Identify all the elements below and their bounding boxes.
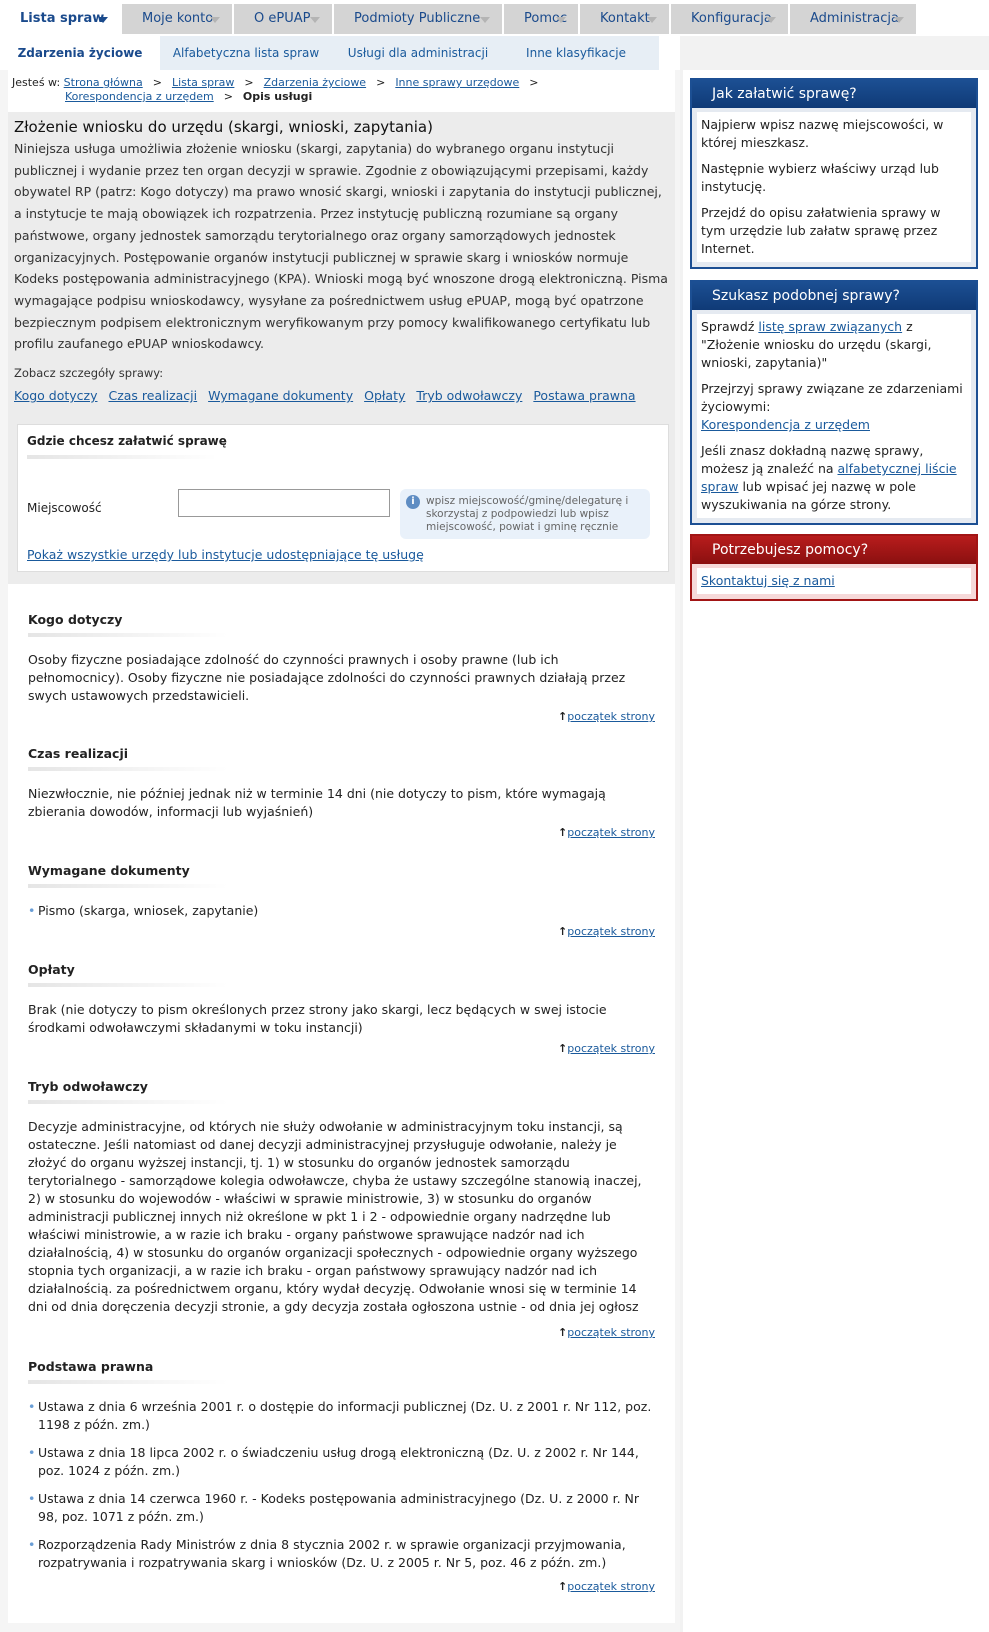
box-text: Przejdź do opisu załatwienia sprawy w tym urzędzie lub załatw sprawę przez Internet. <box>701 205 941 256</box>
title-underline <box>28 633 228 637</box>
legal-basis-list <box>28 1398 656 1572</box>
link-kogo-dotyczy[interactable]: Kogo dotyczy <box>14 388 98 403</box>
nav-tab-lista-spraw[interactable]: Lista spraw <box>0 4 122 34</box>
title-underline <box>28 884 228 888</box>
breadcrumb-separator: > <box>376 76 386 89</box>
list-item: • Ustawa z dnia 14 czerwca 1960 r. - Kodeks postępowania administracyjnego (Dz. U. z 2000 r. Nr 98, poz. 1071 z późn. zm.) <box>28 1491 640 1524</box>
breadcrumb-prefix: Jesteś w: <box>12 76 61 89</box>
nav-tab-podmioty-publiczne[interactable]: Podmioty Publiczne <box>334 4 504 34</box>
arrow-up-icon: ↑ <box>558 710 568 723</box>
section-body: Niezwłocznie, nie później jednak niż w terminie 14 dni (nie dotyczy to pism, które wymagają zbierania dowodów, informacji lub wyjaśnień) <box>28 786 606 819</box>
location-hint <box>400 489 650 539</box>
section-title: Opłaty <box>28 962 75 977</box>
service-description: Niniejsza usługa umożliwia złożenie wniosku (skargi, zapytania) do wybranego organu instytucji publicznej i wydanie przez ten organ decyzji w sprawie. Zgodnie z obowiązującymi przepisami, każdy obywatel RP (patrz: Kogo dotyczy) ma prawo wnosić skargi, wnioski i zapytania do instytucji publicznej, a instytucje te mają obowiązek ich rozpatrzenia. Przez instytucję publiczną rozumiane są organy państwowe, organy jednostek samorządu terytorialnego oraz organy samorządowych jednostek organizacyjnych. Postępowanie organów instytucji publicznej w sprawie skarg i wniosków normuje Kodeks postępowania administracyjnego (KPA). Wnioski mogą być wnoszone drogą elektroniczną. Pisma wymagające podpisu wnioskodawcy, wysyłane za pośrednictwem usług ePUAP, mogą być opatrzone bezpiecznym podpisem elektronicznym weryfikowanym przy pomocy kwalifikowanego certyfikatu lub profilu zaufanego ePUAP wnioskodawcy. <box>14 141 668 352</box>
location-search-box <box>17 424 669 572</box>
section-czas-realizacji <box>28 746 656 821</box>
back-to-top-link[interactable]: ↑początek strony <box>558 1042 655 1055</box>
title-underline <box>28 1100 228 1104</box>
similar-cases-box <box>690 280 978 525</box>
link-oplaty[interactable]: Opłaty <box>364 388 406 403</box>
box-title: Potrzebujesz pomocy? <box>692 536 976 564</box>
chevron-down-icon <box>556 17 566 23</box>
breadcrumb <box>12 76 652 104</box>
box-content <box>697 112 971 262</box>
section-wymagane-dokumenty <box>28 863 656 930</box>
box-content <box>697 314 971 518</box>
documents-list <box>28 902 656 920</box>
breadcrumb-link-korespondencja[interactable]: Korespondencja z urzędem <box>65 90 214 103</box>
arrow-up-icon: ↑ <box>558 925 568 938</box>
subnav-tab-inne-klasyfikacje[interactable]: Inne klasyfikacje <box>526 46 626 60</box>
title-underline <box>27 455 217 459</box>
box-text <box>699 568 969 594</box>
see-details-label: Zobacz szczegóły sprawy: <box>14 366 164 380</box>
correspondence-link[interactable]: Korespondencja z urzędem <box>701 417 870 432</box>
section-title: Kogo dotyczy <box>28 612 123 627</box>
nav-tab-o-epuap[interactable]: O ePUAP <box>234 4 334 34</box>
box-title: Jak załatwić sprawę? <box>692 80 976 108</box>
link-tryb-odwolawczy[interactable]: Tryb odwoławczy <box>416 388 523 403</box>
list-item: • Ustawa z dnia 6 września 2001 r. o dostępie do informacji publicznej (Dz. U. z 2001 r. Nr 112, poz. 1198 z późn. zm.) <box>28 1399 652 1432</box>
section-oplaty <box>28 962 656 1037</box>
section-title: Tryb odwoławczy <box>28 1079 148 1094</box>
arrow-up-icon: ↑ <box>558 1326 568 1339</box>
chevron-down-icon <box>310 17 320 23</box>
chevron-down-icon <box>210 17 220 23</box>
location-hint-text: wpisz miejscowość/gminę/delegaturę i skorzystaj z podpowiedzi lub wpisz miejscowość, powiat i gminę ręcznie <box>426 495 629 533</box>
arrow-up-icon: ↑ <box>558 1042 568 1055</box>
service-intro <box>8 112 675 584</box>
chevron-down-icon <box>894 17 904 23</box>
arrow-up-icon: ↑ <box>558 1580 568 1593</box>
page-title: Złożenie wniosku do urzędu (skargi, wnioski, zapytania) <box>14 118 433 136</box>
arrow-up-icon: ↑ <box>558 826 568 839</box>
section-body: Osoby fizyczne posiadające zdolność do czynności prawnych i osoby prawne (lub ich pełnomocnicy). Osoby fizyczne nie posiadające zdolności do czynności prawnych działają przez swych ustawowych przedstawicieli. <box>28 652 626 703</box>
nav-tab-konfiguracja[interactable]: Konfiguracja <box>671 4 790 34</box>
breadcrumb-separator: > <box>223 90 233 103</box>
subnav-tab-alfabetyczna-lista[interactable]: Alfabetyczna lista spraw <box>172 46 320 60</box>
link-wymagane-dokumenty[interactable]: Wymagane dokumenty <box>208 388 354 403</box>
breadcrumb-link-lista-spraw[interactable]: Lista spraw <box>171 76 235 89</box>
chevron-down-icon <box>647 17 657 23</box>
box-text: Sprawdź listę spraw związanych z "Złożenie wniosku do urzędu (skargi, wnioski, zapytania)" <box>701 319 932 370</box>
detail-links <box>14 388 643 403</box>
section-title: Czas realizacji <box>28 746 129 761</box>
breadcrumb-separator: > <box>529 76 539 89</box>
breadcrumb-link-inne-sprawy[interactable]: Inne sprawy urzędowe <box>395 76 520 89</box>
bullet-icon: • <box>28 1445 36 1460</box>
chevron-down-icon <box>98 17 108 23</box>
nav-tab-administracja[interactable]: Administracja <box>790 4 918 34</box>
back-to-top-link[interactable]: ↑początek strony <box>558 710 655 723</box>
location-label: Miejscowość <box>27 501 102 515</box>
box-text: Jeśli znasz dokładną nazwę sprawy, możesz ją znaleźć na alfabetycznej liście spraw lub wpisać jej nazwę w pole wyszukiwania na górze strony. <box>701 443 957 512</box>
bullet-icon: • <box>28 1491 36 1506</box>
show-all-offices-link[interactable]: Pokaż wszystkie urzędy lub instytucje udostępniające tę usługę <box>27 547 424 562</box>
link-czas-realizacji[interactable]: Czas realizacji <box>108 388 198 403</box>
nav-tab-kontakt[interactable]: Kontakt <box>580 4 671 34</box>
related-cases-link[interactable]: listę spraw związanych <box>758 319 903 334</box>
section-body: Brak (nie dotyczy to pism określonych przez strony jako skargi, lecz będących w swej istocie środkami odwoławczymi składanymi w toku instancji) <box>28 1002 607 1035</box>
chevron-down-icon <box>480 17 490 23</box>
box-title: Szukasz podobnej sprawy? <box>692 282 976 310</box>
breadcrumb-link-strona-glowna[interactable]: Strona główna <box>63 76 143 89</box>
section-tryb-odwolawczy <box>28 1079 656 1316</box>
back-to-top-link[interactable]: ↑początek strony <box>558 1326 655 1339</box>
back-to-top-link[interactable]: ↑początek strony <box>558 925 655 938</box>
box-text: Następnie wybierz właściwy urząd lub instytucję. <box>701 161 939 194</box>
alphabetical-list-link[interactable]: alfabetycznej liście spraw <box>701 461 957 494</box>
info-icon: i <box>406 495 420 509</box>
bullet-icon: • <box>28 1399 36 1414</box>
list-item: • Ustawa z dnia 18 lipca 2002 r. o świadczeniu usług drogą elektroniczną (Dz. U. z 2002 r. Nr 144, poz. 1024 z późn. zm.) <box>28 1445 639 1478</box>
bullet-icon: • <box>28 903 36 918</box>
help-box <box>690 534 978 601</box>
section-podstawa-prawna <box>28 1359 656 1582</box>
title-underline <box>28 1380 228 1384</box>
breadcrumb-separator: > <box>244 76 254 89</box>
section-body: Decyzje administracyjne, od których nie służy odwołanie w administracyjnym toku instancji, są ostateczne. Jeśli natomiast od danej decyzji administracyjnej przysługuje odwołanie, należy je złożyć do organu wyższej instancji, tj. 1) w stosunku do organów jednostek samorządu terytorialnego - samorządowe kolegia odwoławcze, chyba że ustawy szczególne stanowią inaczej, 2) w stosunku do wojewodów - właściwi w sprawie ministrowie, 3) w stosunku do organów administracji publicznej innych niż określone w pkt 1 i 2 - odpowiednie organy nadrzędne lub właściwi ministrowie, a w razie ich braku - organy państwowe sprawujące nadzór nad ich działalnością, 4) w stosunku do organów organizacji społecznych - odpowiednie organy wyższego stopnia tych organizacji, a w razie ich braku - organ państwowy sprawujący nadzór nad ich działalnością. za pośrednictwem organu, który wydał decyzję. Odwołanie wnosi się w terminie 14 dni od dnia doręczenia decyzji stronie, a gdy decyzja została ogłoszona ustnie - od dnia jej ogłosz <box>28 1119 642 1314</box>
nav-tab-pomoc[interactable]: Pomoc <box>504 4 580 34</box>
list-item: • Pismo (skarga, wniosek, zapytanie) <box>28 903 259 918</box>
breadcrumb-separator: > <box>152 76 162 89</box>
contact-us-link[interactable]: Skontaktuj się z nami <box>701 573 835 588</box>
back-to-top-link[interactable]: ↑początek strony <box>558 826 655 839</box>
link-podstawa-prawna[interactable]: Postawa prawna <box>533 388 636 403</box>
nav-tab-moje-konto[interactable]: Moje konto <box>122 4 234 34</box>
box-content <box>697 568 971 594</box>
location-search-title: Gdzie chcesz załatwić sprawę <box>27 434 227 448</box>
section-title: Podstawa prawna <box>28 1359 154 1374</box>
subnav-tab-uslugi-dla-administracji[interactable]: Usługi dla administracji <box>347 46 489 60</box>
breadcrumb-current: Opis usługi <box>242 90 313 103</box>
chevron-down-icon <box>766 17 776 23</box>
title-underline <box>28 983 228 987</box>
box-text: Najpierw wpisz nazwę miejscowości, w której mieszkasz. <box>701 117 944 150</box>
box-text: Przejrzyj sprawy związane ze zdarzeniami życiowymi: Korespondencja z urzędem <box>701 381 963 432</box>
subnav-tab-zdarzenia-zyciowe[interactable]: Zdarzenia życiowe <box>0 36 160 70</box>
top-navigation <box>0 0 989 36</box>
bullet-icon: • <box>28 1537 36 1552</box>
title-underline <box>28 767 228 771</box>
breadcrumb-link-zdarzenia-zyciowe[interactable]: Zdarzenia życiowe <box>263 76 367 89</box>
section-title: Wymagane dokumenty <box>28 863 190 878</box>
sub-navigation <box>0 36 659 70</box>
list-item: • Rozporządzenia Rady Ministrów z dnia 8 stycznia 2002 r. w sprawie organizacji przyjmowania, rozpatrywania i rozpatrywania skarg i wniosków (Dz. U. z 2005 r. Nr 5, poz. 46 z późn. zm.) <box>28 1537 626 1570</box>
back-to-top-link[interactable]: ↑początek strony <box>558 1580 655 1593</box>
section-kogo-dotyczy <box>28 612 656 705</box>
location-input[interactable] <box>178 489 390 517</box>
how-to-box <box>690 78 978 269</box>
